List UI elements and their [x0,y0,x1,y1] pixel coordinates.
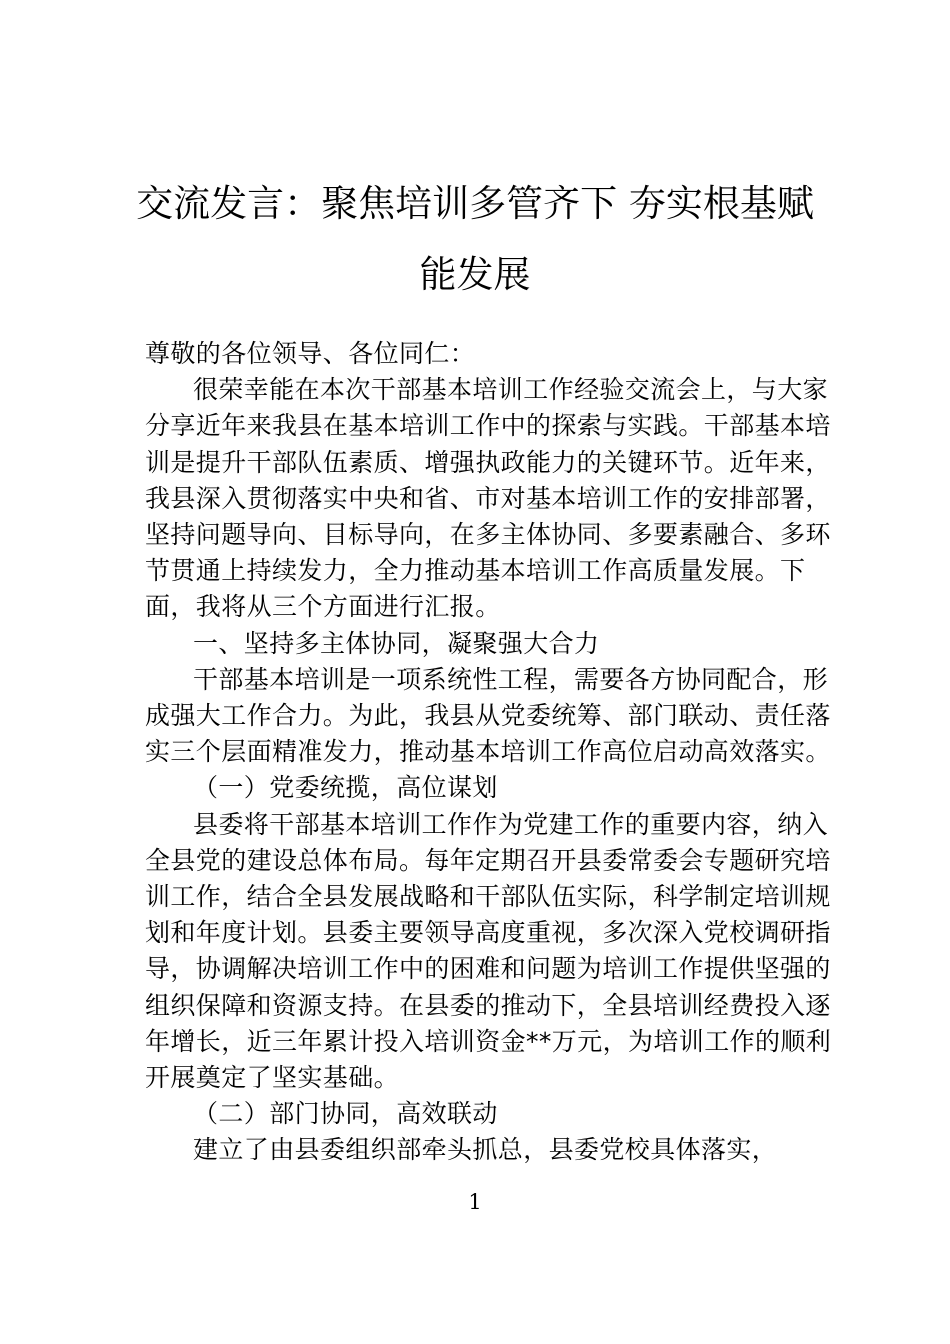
paragraph-intro: 很荣幸能在本次干部基本培训工作经验交流会上，与大家分享近年来我县在基本培训工作中的探索与实践。干部基本培训是提升干部队伍素质、增强执政能力的关键环节。近年来，我县深入贯彻落实中央和省、市对基本培训工作的安排部署，坚持问题导向、目标导向，在多主体协同、多要素融合、多环节贯通上持续发力，全力推动基本培训工作高质量发展。下面，我将从三个方面进行汇报。 [145,375,831,622]
page-number: 1 [468,1190,482,1214]
subsection-heading-1: （一）党委统揽，高位谋划 [193,773,498,803]
salutation: 尊敬的各位领导、各位同仁： [145,339,476,368]
document-body [145,336,835,1169]
subsection-heading-2: （二）部门协同，高效联动 [193,1099,498,1129]
section-heading-1: 一、坚持多主体协同，凝聚强大合力 [193,628,600,658]
paragraph-subsection-2: 建立了由县委组织部牵头抓总，县委党校具体落实， [193,1135,778,1165]
paragraph-subsection-1: 县委将干部基本培训工作作为党建工作的重要内容，纳入全县党的建设总体布局。每年定期召开县委常委会专题研究培训工作，结合全县发展战略和干部队伍实际，科学制定培训规划和年度计划。县委主要领导高度重视，多次深入党校调研指导，协调解决培训工作中的困难和问题为培训工作提供坚强的组织保障和资源支持。在县委的推动下，全县培训经费投入逐年增长，近三年累计投入培训资金**万元，为培训工作的顺利开展奠定了坚实基础。 [145,809,832,1093]
document-title: 交流发言：聚焦培训多管齐下 夯实根基赋能发展 [136,182,814,296]
paragraph-section-1: 干部基本培训是一项系统性工程，需要各方协同配合，形成强大工作合力。为此，我县从党委统筹、部门联动、责任落实三个层面精准发力，推动基本培训工作高位启动高效落实。 [145,664,831,767]
